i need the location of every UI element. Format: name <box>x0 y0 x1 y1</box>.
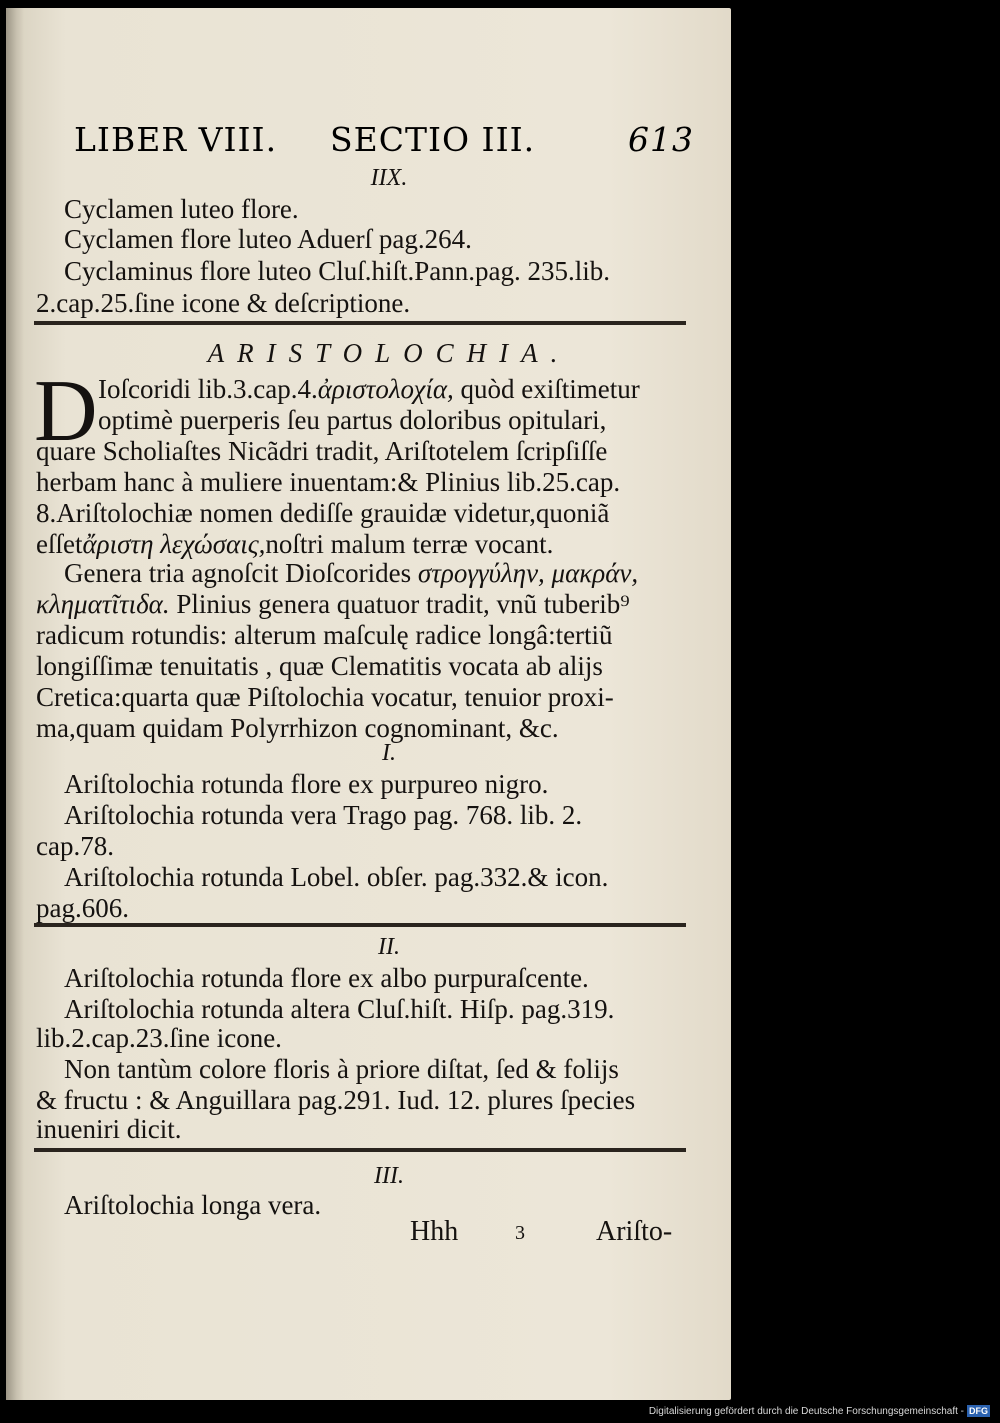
text-span: Ioſcoridi lib.3.cap.4. <box>98 374 318 404</box>
section-numeral-viii: IIX. <box>370 165 408 191</box>
text-line <box>64 558 638 589</box>
text-line: inueniri dicit. <box>36 1114 182 1144</box>
credit-text: Digitalisierung gefördert durch die Deutsche Forschungsgemeinschaft - <box>648 1406 964 1417</box>
text-line: Ariſtolochia rotunda flore ex purpureo nigro. <box>64 769 549 799</box>
page-number: 613 <box>628 120 694 159</box>
section-title-aristolochia: ARISTOLOCHIA. <box>207 338 571 368</box>
text-line: 2.cap.25.ſine icone & deſcriptione. <box>36 288 411 318</box>
text-line: 8.Ariſtolochiæ nomen dediſſe grauidæ videtur,quoniã <box>36 498 610 528</box>
text-line: Non tantùm colore floris à priore diſtat, ſed & folijs <box>64 1054 619 1084</box>
book-page <box>6 8 731 1400</box>
text-line: Ariſtolochia rotunda flore ex albo purpuraſcente. <box>64 963 589 993</box>
greek-word: κληματῖτιδα. <box>36 589 170 619</box>
text-span: Plinius genera quatuor tradit, vnũ tuberib⁹ <box>176 589 630 619</box>
section-numeral-i: I. <box>382 740 396 766</box>
text-line: cap.78. <box>36 831 114 861</box>
drop-cap: D <box>34 363 98 460</box>
running-header <box>74 120 694 160</box>
header-sectio: SECTIO III. <box>330 120 536 159</box>
signature-mark: Hhh <box>410 1216 459 1247</box>
header-liber: LIBER VIII. <box>74 120 278 159</box>
text-span: quòd exiſtimetur <box>453 374 640 404</box>
text-line <box>36 529 553 560</box>
text-span: eſſet <box>36 529 83 559</box>
catchword: Ariſto- <box>596 1216 673 1247</box>
section-rule <box>34 321 686 325</box>
page-spine-shadow <box>6 8 24 1400</box>
text-line <box>98 374 640 405</box>
greek-word: ἄριστη λεχώσαις, <box>82 529 266 559</box>
text-line: Cyclaminus flore luteo Cluſ.hiſt.Pann.pag. 235.lib. <box>64 256 610 286</box>
text-line: ma,quam quidam Polyrrhizon cognominant, &c. <box>36 713 559 743</box>
section-rule <box>34 1148 686 1152</box>
text-span: Genera tria agnoſcit Dioſcorides <box>64 558 412 588</box>
text-line: lib.2.cap.23.ſine icone. <box>36 1023 282 1053</box>
section-numeral-ii: II. <box>378 934 400 960</box>
text-line: pag.606. <box>36 893 129 923</box>
section-numeral-iii: III. <box>374 1163 404 1189</box>
signature-number: 3 <box>515 1222 525 1244</box>
text-line: herbam hanc à muliere inuentam:& Plinius lib.25.cap. <box>36 467 621 497</box>
text-line: Cretica:quarta quæ Piſtolochia vocatur, tenuior proxi- <box>36 682 614 712</box>
dfg-logo: DFG <box>969 1406 988 1416</box>
text-line: Ariſtolochia longa vera. <box>64 1190 322 1220</box>
text-line: Ariſtolochia rotunda altera Cluſ.hiſt. Hiſp. pag.319. <box>64 994 615 1024</box>
text-line: radicum rotundis: alterum maſculę radice longâ:tertiũ <box>36 620 613 650</box>
text-line: Cyclamen flore luteo Aduerſ pag.264. <box>64 224 472 254</box>
text-line: Cyclamen luteo flore. <box>64 194 299 224</box>
text-line: Ariſtolochia rotunda vera Trago pag. 768. lib. 2. <box>64 800 583 830</box>
text-span: noſtri malum terræ vocant. <box>265 529 554 559</box>
text-line: longiſſimæ tenuitatis , quæ Clematitis vocata ab alijs <box>36 651 603 681</box>
greek-word: στρογγύλην, μακράν, <box>417 558 639 588</box>
text-line: optimè puerperis ſeu partus doloribus opitulari, <box>98 405 607 435</box>
digitization-credit <box>649 1404 990 1420</box>
section-rule <box>34 923 686 927</box>
greek-word: ἀριστολοχία, <box>317 374 454 404</box>
text-line: & fructu : & Anguillara pag.291. Iud. 12. plures ſpecies <box>36 1085 636 1115</box>
text-line: Ariſtolochia rotunda Lobel. obſer. pag.332.& icon. <box>64 862 609 892</box>
text-line <box>36 589 630 620</box>
text-line: quare Scholiaſtes Nicãdri tradit, Ariſtotelem ſcripſiſſe <box>36 436 608 466</box>
